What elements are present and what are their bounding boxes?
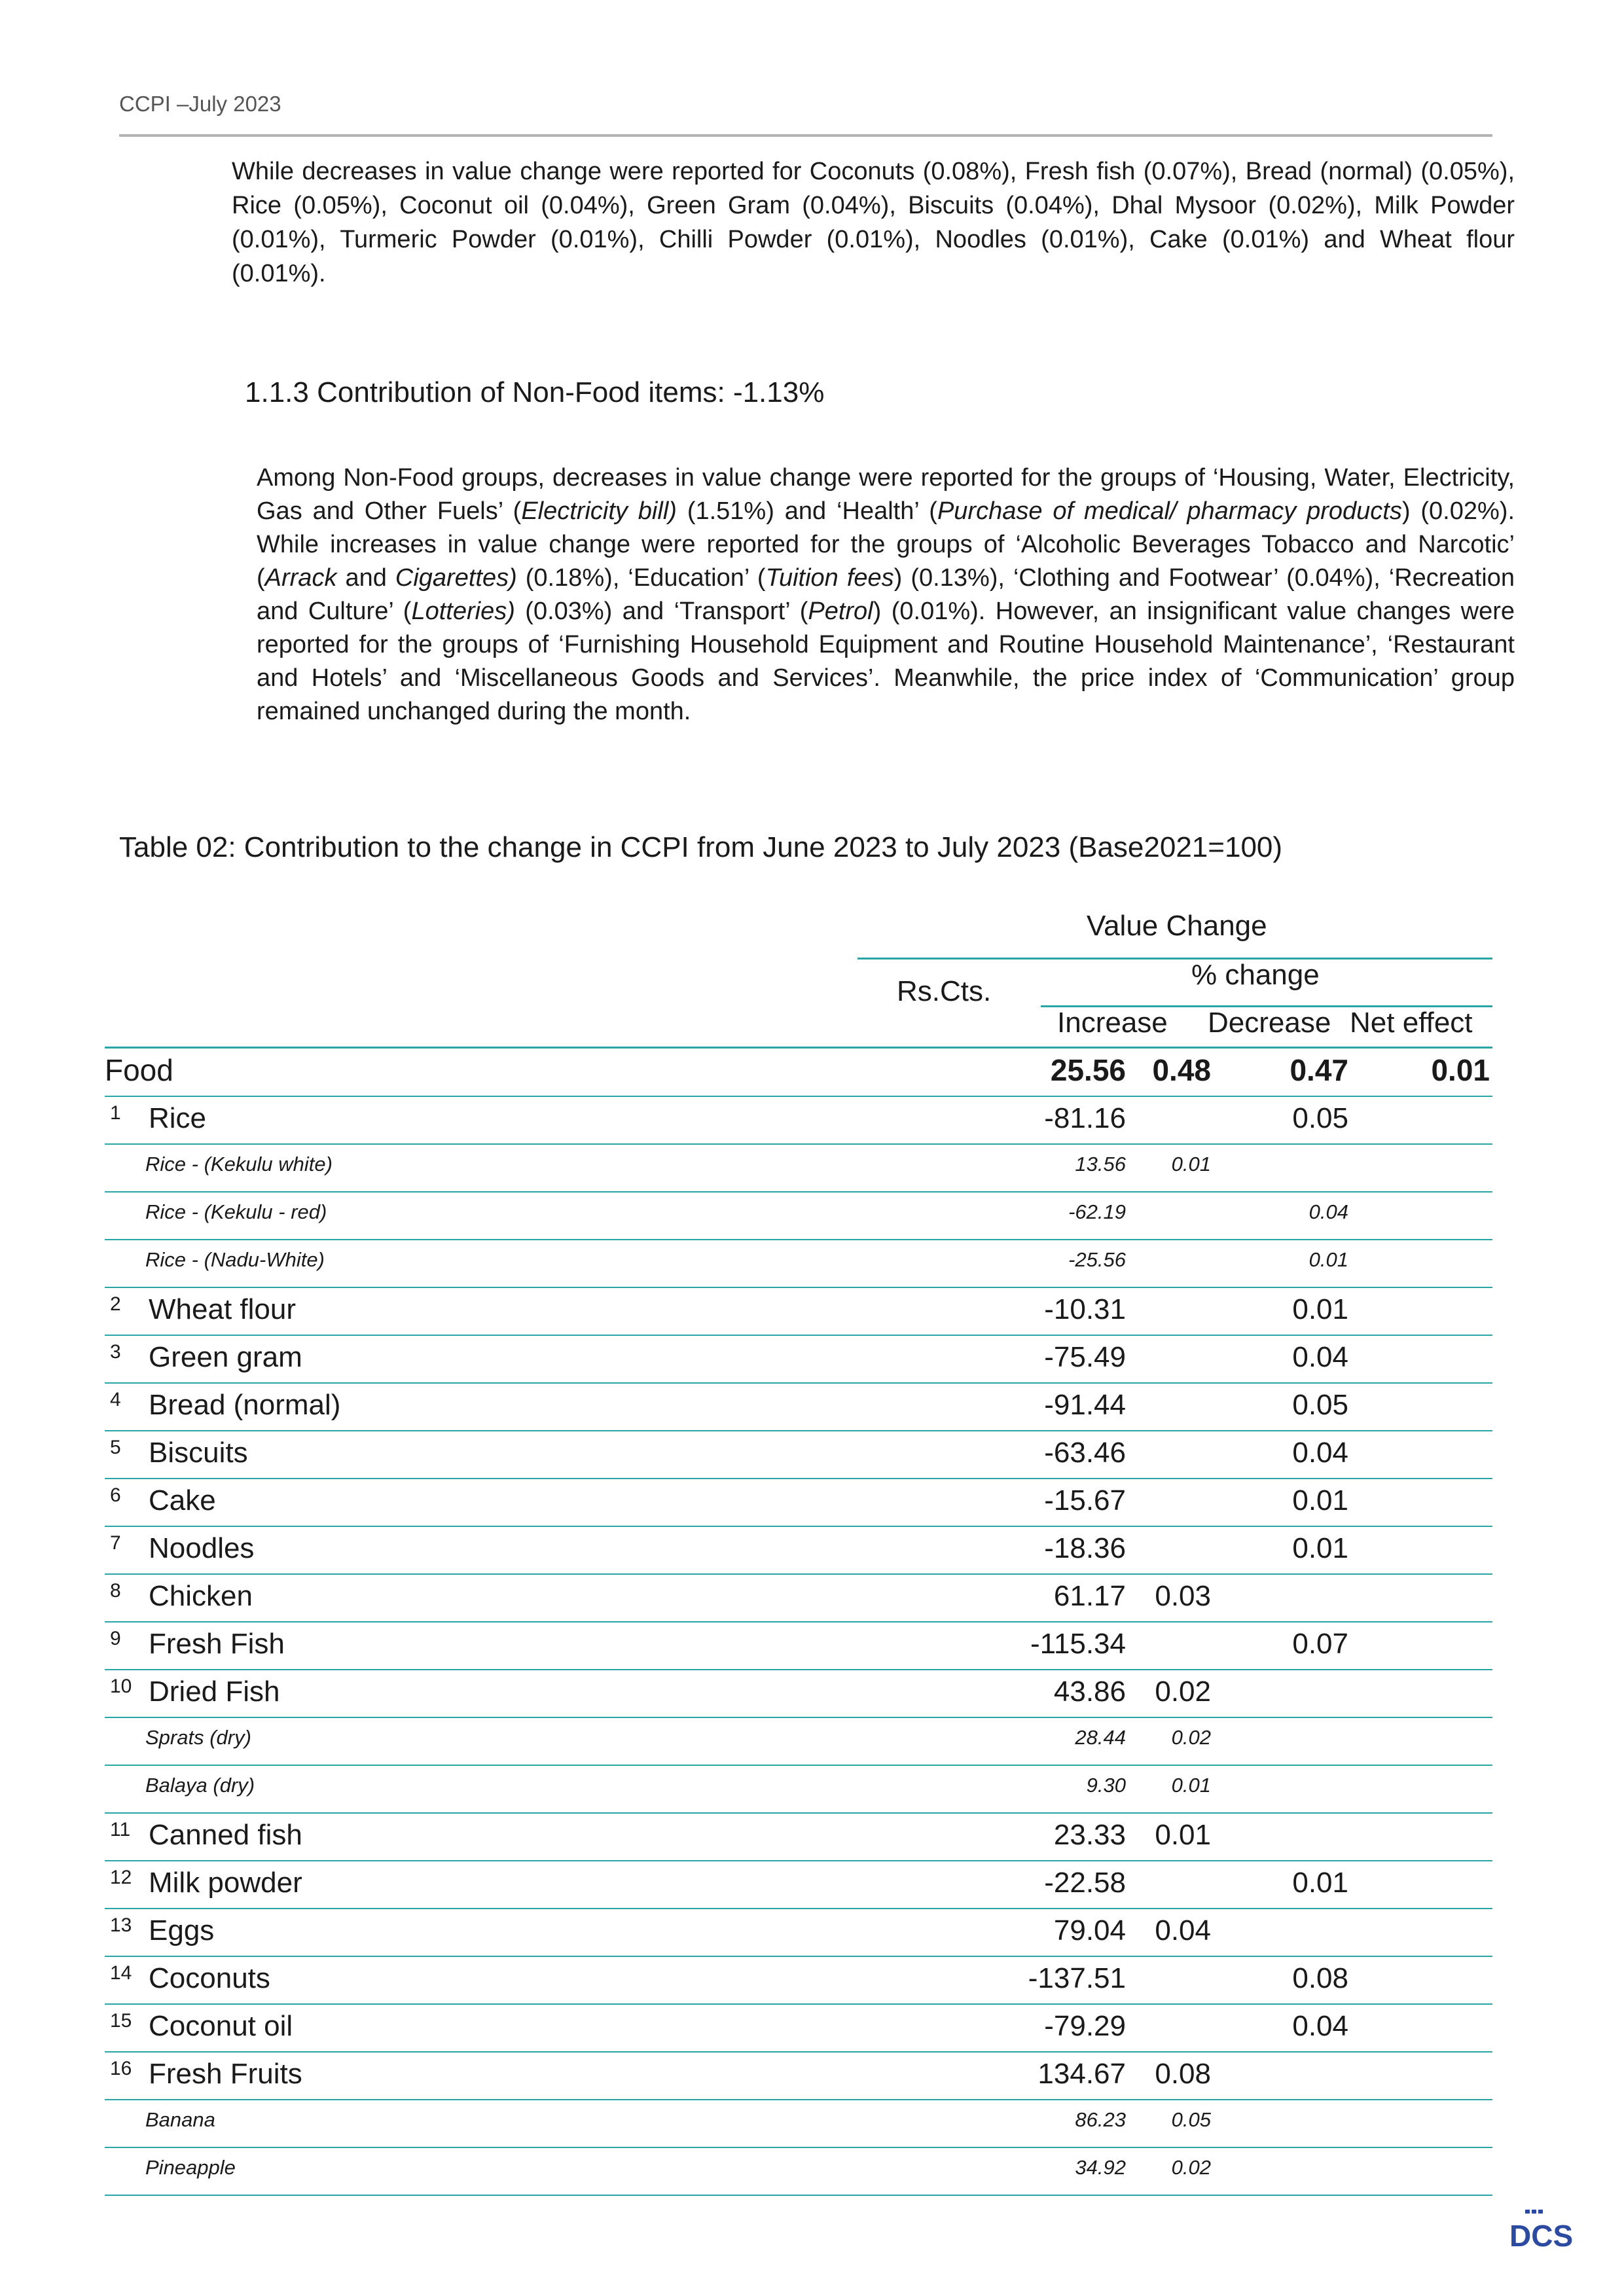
table-header: [105, 903, 1492, 1049]
table-row: [105, 1909, 1492, 1957]
row-name: Eggs: [149, 1914, 215, 1946]
row-name: Coconuts: [149, 1962, 270, 1994]
row-rs-cts: -137.51: [1028, 1962, 1126, 1994]
row-number: 15: [110, 2010, 132, 2032]
row-decrease: 0.04: [1292, 1437, 1348, 1469]
paragraph-non-food: Among Non-Food groups, decreases in value change were reported for the groups of ‘Housing, Water, Electricity, Gas and Other Fuels’ (Electricity bill) (1.51%) and ‘Health’ (Purchase of medical/ pharmacy products) (0.02%). While increases in value change were reported for the groups of ‘Alcoholic Beverages Tobacco and Narcotic’ (Arrack and Cigarettes) (0.18%), ‘Education’ (Tuition fees) (0.13%), ‘Clothing and Footwear’ (0.04%), ‘Recreation and Culture’ (Lotteries) (0.03%) and ‘Transport’ (Petrol) (0.01%). However, an insignificant value changes were reported for the groups of ‘Furnishing Household Equipment and Routine Household Maintenance’, ‘Restaurant and Hotels’ and ‘Miscellaneous Goods and Services’. Meanwhile, the price index of ‘Communication’ group remained unchanged during the month.: [257, 464, 1515, 725]
row-name: Balaya (dry): [145, 1774, 255, 1797]
row-name: Coconut oil: [149, 2010, 293, 2042]
row-increase: 0.48: [1152, 1053, 1211, 1087]
section-heading-non-food: 1.1.3 Contribution of Non-Food items: -1.13%: [245, 376, 825, 408]
table-row: [105, 1670, 1492, 1718]
row-rs-cts: 34.92: [1075, 2156, 1126, 2179]
row-decrease: 0.01: [1292, 1867, 1348, 1899]
row-rs-cts: -62.19: [1068, 1200, 1126, 1223]
row-name: Pineapple: [145, 2156, 236, 2179]
row-decrease: 0.04: [1292, 2010, 1348, 2042]
row-decrease: 0.47: [1290, 1053, 1348, 1087]
table-row: [105, 1288, 1492, 1336]
row-decrease: 0.01: [1292, 1532, 1348, 1564]
row-name: Rice - (Kekulu - red): [145, 1200, 327, 1223]
row-decrease: 0.07: [1292, 1628, 1348, 1660]
table-subrow: [105, 1193, 1492, 1240]
table-row: [105, 1097, 1492, 1145]
table-subrow: [105, 2100, 1492, 2148]
row-name: Cake: [149, 1484, 216, 1516]
header-divider: [119, 134, 1492, 137]
row-decrease: 0.01: [1292, 1484, 1348, 1516]
table-row: [105, 1623, 1492, 1670]
row-increase: 0.01: [1155, 1819, 1211, 1851]
header-rs-cts: Rs.Cts.: [897, 975, 992, 1007]
row-net-effect: 0.01: [1431, 1053, 1490, 1087]
row-decrease: 0.04: [1292, 1341, 1348, 1373]
table-row: [105, 1861, 1492, 1909]
page-header-title: CCPI –July 2023: [119, 92, 281, 116]
row-increase: 0.03: [1155, 1580, 1211, 1612]
table-subrow: [105, 2148, 1492, 2196]
row-rs-cts: -79.29: [1044, 2010, 1126, 2042]
row-number: 10: [110, 1676, 132, 1697]
row-rs-cts: -22.58: [1044, 1867, 1126, 1899]
row-name: Fresh Fish: [149, 1628, 285, 1660]
row-number: 7: [110, 1532, 121, 1554]
table-subrow: [105, 1766, 1492, 1814]
row-name: Milk powder: [149, 1867, 302, 1899]
table-row: [105, 1957, 1492, 2005]
table-row: [105, 2005, 1492, 2053]
row-decrease: 0.01: [1292, 1293, 1348, 1325]
header-rule: [857, 958, 1492, 960]
row-rs-cts: -75.49: [1044, 1341, 1126, 1373]
row-rs-cts: -15.67: [1044, 1484, 1126, 1516]
row-increase: 0.08: [1155, 2058, 1211, 2090]
row-increase: 0.01: [1171, 1774, 1211, 1797]
table-row: [105, 1575, 1492, 1623]
row-rs-cts: 134.67: [1038, 2058, 1126, 2090]
table-row: [105, 2053, 1492, 2100]
row-name: Rice: [149, 1102, 207, 1134]
row-number: 11: [110, 1819, 131, 1840]
row-name: Chicken: [149, 1580, 253, 1612]
row-number: 5: [110, 1437, 121, 1458]
header-pct-change: % change: [1191, 959, 1320, 991]
header-net-effect: Net effect: [1350, 1007, 1473, 1039]
row-rs-cts: 13.56: [1075, 1153, 1126, 1175]
row-decrease: 0.05: [1292, 1102, 1348, 1134]
row-rs-cts: -81.16: [1044, 1102, 1126, 1134]
row-rs-cts: 23.33: [1053, 1819, 1126, 1851]
table-row: [105, 1384, 1492, 1431]
paragraph-food-decreases: While decreases in value change were reported for Coconuts (0.08%), Fresh fish (0.07%), Bread (normal) (0.05%), Rice (0.05%), Coconut oil (0.04%), Green Gram (0.04%), Biscuits (0.04%), Dhal Mysoor (0.02%), Milk Powder (0.01%), Turmeric Powder (0.01%), Chilli Powder (0.01%), Noodles (0.01%), Cake (0.01%) and Wheat flour (0.01%).: [232, 158, 1515, 287]
row-name: Canned fish: [149, 1819, 302, 1851]
row-number: 9: [110, 1628, 121, 1649]
row-name: Wheat flour: [149, 1293, 296, 1325]
table-subrow: [105, 1145, 1492, 1193]
row-rs-cts: -63.46: [1044, 1437, 1126, 1469]
row-number: 4: [110, 1389, 121, 1410]
row-decrease: 0.08: [1292, 1962, 1348, 1994]
row-rs-cts: -25.56: [1068, 1248, 1126, 1271]
row-number: 6: [110, 1484, 121, 1506]
row-name: Sprats (dry): [145, 1726, 251, 1749]
row-rs-cts: 25.56: [1050, 1053, 1126, 1087]
row-number: 8: [110, 1580, 121, 1602]
header-value-change: Value Change: [1087, 910, 1267, 942]
row-name: Rice - (Kekulu white): [145, 1153, 333, 1175]
row-name: Banana: [145, 2108, 215, 2131]
row-name: Fresh Fruits: [149, 2058, 302, 2090]
table-subrow: [105, 1718, 1492, 1766]
row-name: Food: [105, 1053, 173, 1087]
contribution-table: [105, 903, 1492, 2196]
header-increase: Increase: [1057, 1007, 1168, 1039]
row-name: Green gram: [149, 1341, 302, 1373]
table-row: [105, 1814, 1492, 1861]
table-row: [105, 1431, 1492, 1479]
row-rs-cts: 61.17: [1053, 1580, 1126, 1612]
row-name: Bread (normal): [149, 1389, 341, 1421]
row-number: 2: [110, 1293, 121, 1315]
table-caption: Table 02: Contribution to the change in CCPI from June 2023 to July 2023 (Base2021=100): [119, 831, 1283, 863]
table-row: [105, 1336, 1492, 1384]
row-rs-cts: 9.30: [1086, 1774, 1126, 1797]
row-name: Dried Fish: [149, 1676, 280, 1708]
row-name: Biscuits: [149, 1437, 248, 1469]
table-row: [105, 1527, 1492, 1575]
row-name: Noodles: [149, 1532, 255, 1564]
table-row-food: [105, 1049, 1492, 1097]
row-number: 1: [110, 1102, 121, 1124]
row-rs-cts: 43.86: [1053, 1676, 1126, 1708]
header-decrease: Decrease: [1208, 1007, 1331, 1039]
row-decrease: 0.04: [1308, 1200, 1348, 1223]
row-number: 16: [110, 2058, 132, 2079]
row-rs-cts: 79.04: [1053, 1914, 1126, 1946]
row-increase: 0.02: [1171, 1726, 1211, 1749]
table-body: [105, 1097, 1492, 2196]
row-decrease: 0.05: [1292, 1389, 1348, 1421]
row-number: 14: [110, 1962, 132, 1984]
row-increase: 0.04: [1155, 1914, 1211, 1946]
dcs-logo-text: DCS: [1509, 2219, 1574, 2253]
row-increase: 0.02: [1171, 2156, 1211, 2179]
row-increase: 0.01: [1171, 1153, 1211, 1175]
row-increase: 0.02: [1155, 1676, 1211, 1708]
row-rs-cts: 28.44: [1075, 1726, 1126, 1749]
row-decrease: 0.01: [1308, 1248, 1348, 1271]
row-rs-cts: 86.23: [1075, 2108, 1126, 2131]
row-number: 13: [110, 1914, 132, 1936]
row-rs-cts: -10.31: [1044, 1293, 1126, 1325]
table-subrow: [105, 1240, 1492, 1288]
row-number: 12: [110, 1867, 132, 1888]
row-rs-cts: -115.34: [1030, 1628, 1126, 1660]
dcs-logo-icon: [1509, 2210, 1574, 2253]
row-rs-cts: -18.36: [1044, 1532, 1126, 1564]
row-rs-cts: -91.44: [1044, 1389, 1126, 1421]
row-number: 3: [110, 1341, 121, 1363]
table-row: [105, 1479, 1492, 1527]
row-increase: 0.05: [1171, 2108, 1211, 2131]
row-name: Rice - (Nadu-White): [145, 1248, 325, 1271]
